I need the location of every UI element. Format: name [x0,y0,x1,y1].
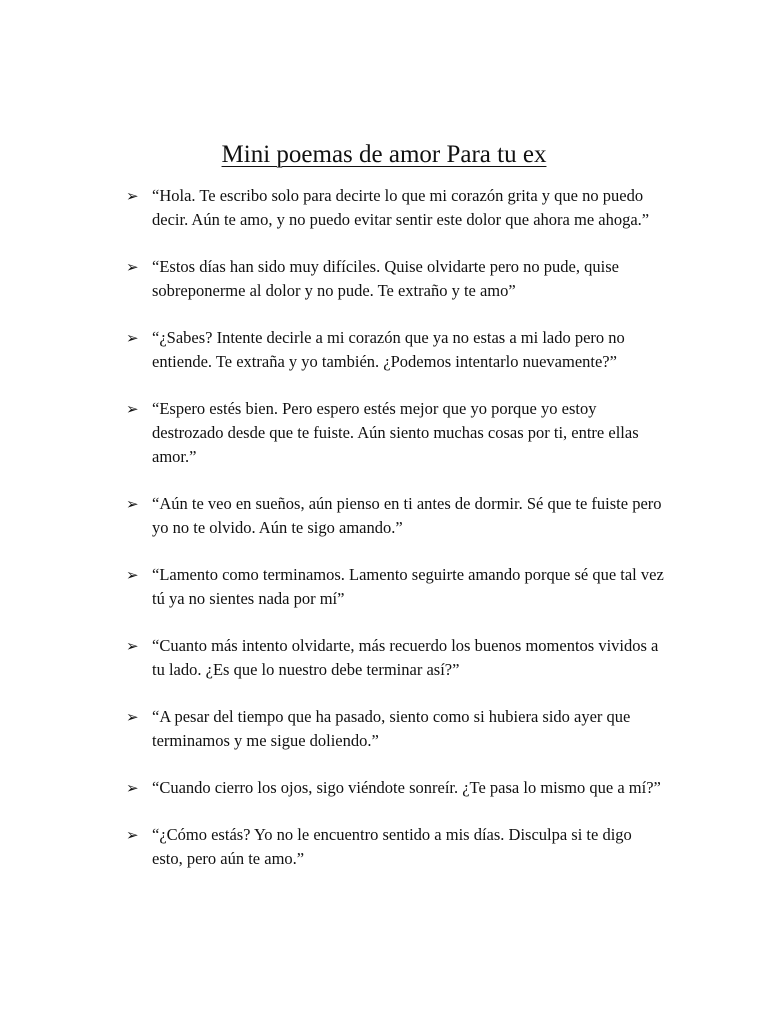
list-item [126,255,666,303]
list-item [126,634,666,682]
poem-text: “A pesar del tiempo que ha pasado, siento como si hubiera sido ayer que terminamos y me sigue doliendo.” [152,707,631,750]
arrowhead-bullet-icon: ➢ [126,329,139,347]
poem-text: “Cuando cierro los ojos, sigo viéndote sonreír. ¿Te pasa lo mismo que a mí?” [152,778,661,797]
arrowhead-bullet-icon: ➢ [126,566,139,584]
poem-list [126,184,666,894]
list-item [126,705,666,753]
list-item [126,326,666,374]
poem-text: “Lamento como terminamos. Lamento seguirte amando porque sé que tal vez tú ya no sientes nada por mí” [152,565,664,608]
poem-text: “Aún te veo en sueños, aún pienso en ti antes de dormir. Sé que te fuiste pero yo no te olvido. Aún te sigo amando.” [152,494,662,537]
list-item [126,776,666,800]
arrowhead-bullet-icon: ➢ [126,708,139,726]
arrowhead-bullet-icon: ➢ [126,187,139,205]
poem-text: “¿Cómo estás? Yo no le encuentro sentido a mis días. Disculpa si te digo esto, pero aún te amo.” [152,825,632,868]
poem-text: “¿Sabes? Intente decirle a mi corazón que ya no estas a mi lado pero no entiende. Te extraña y yo también. ¿Podemos intentarlo nuevamente?” [152,328,625,371]
list-item [126,563,666,611]
list-item [126,397,666,469]
poem-text: “Cuanto más intento olvidarte, más recuerdo los buenos momentos vividos a tu lado. ¿Es que lo nuestro debe terminar así?” [152,636,659,679]
page-title: Mini poemas de amor Para tu ex [221,141,547,168]
arrowhead-bullet-icon: ➢ [126,258,139,276]
poem-text: “Hola. Te escribo solo para decirte lo que mi corazón grita y que no puedo decir. Aún te amo, y no puedo evitar sentir este dolor que ahora me ahoga.” [152,186,650,229]
list-item [126,492,666,540]
arrowhead-bullet-icon: ➢ [126,826,139,844]
arrowhead-bullet-icon: ➢ [126,637,139,655]
list-item [126,184,666,232]
arrowhead-bullet-icon: ➢ [126,495,139,513]
list-item [126,823,666,871]
arrowhead-bullet-icon: ➢ [126,400,139,418]
poem-text: “Espero estés bien. Pero espero estés mejor que yo porque yo estoy destrozado desde que te fuiste. Aún siento muchas cosas por ti, entre ellas amor.” [152,399,639,466]
poem-text: “Estos días han sido muy difíciles. Quise olvidarte pero no pude, quise sobreponerme al dolor y no pude. Te extraño y te amo” [152,257,619,300]
arrowhead-bullet-icon: ➢ [126,779,139,797]
